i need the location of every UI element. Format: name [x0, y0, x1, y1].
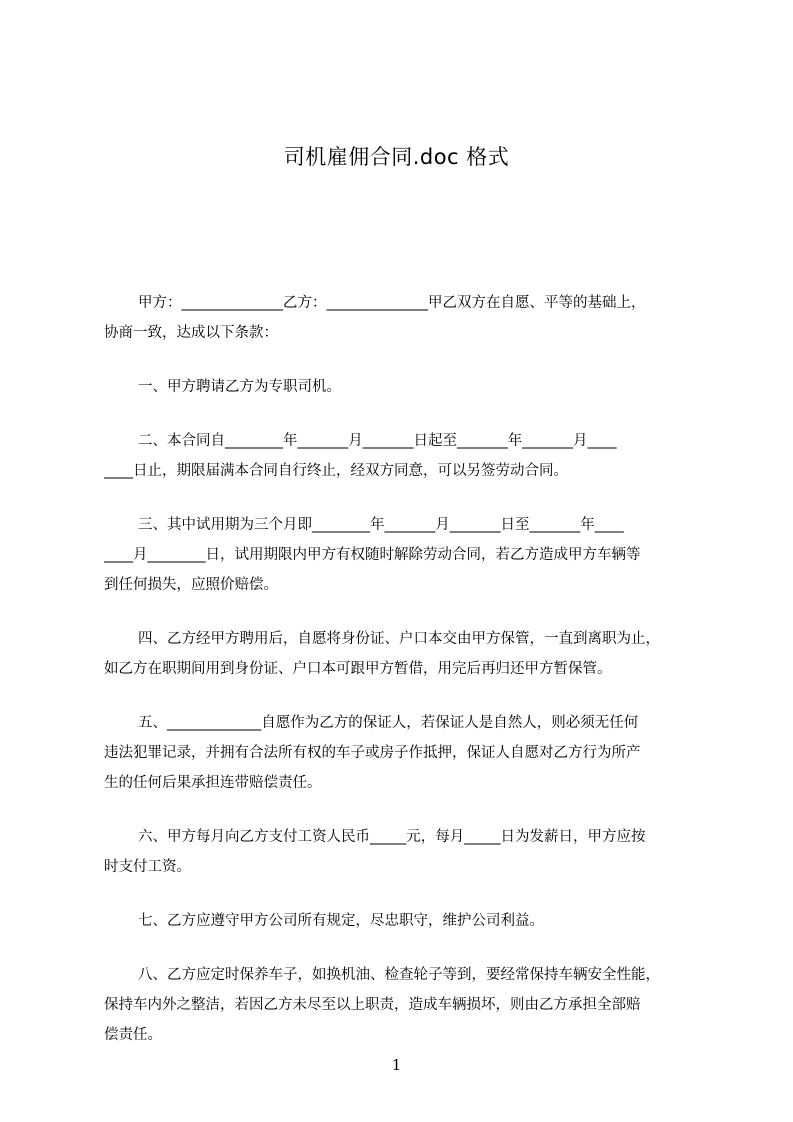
clause-line: 违法犯罪记录，并拥有合法所有权的车子或房子作抵押，保证人自愿对乙方行为所产	[104, 745, 641, 761]
clause-line: 四、乙方经甲方聘用后，自愿将身份证、户口本交由甲方保管，一直到离职为止，	[138, 631, 660, 647]
clause-line: 七、乙方应遵守甲方公司所有规定，尽忠职守，维护公司利益。	[138, 913, 544, 929]
clause-line: 时支付工资。	[104, 859, 191, 875]
paragraph-gap	[104, 936, 718, 960]
paragraph-gap	[104, 798, 718, 822]
paragraph-gap	[104, 348, 718, 372]
clause-6	[104, 822, 718, 882]
clause-line: ____月________日，试用期限内甲方有权随时解除劳动合同，若乙方造成甲方车辆等	[104, 547, 641, 563]
clause-line: ____日止，期限届满本合同自行终止，经双方同意，可以另签劳动合同。	[104, 463, 568, 479]
page-number: 1	[391, 1056, 402, 1074]
clause-line: 偿责任。	[104, 1027, 162, 1043]
paragraph-gap	[104, 684, 718, 708]
paragraph-gap	[104, 600, 718, 624]
clause-line: 保持车内外之整洁，若因乙方未尽至以上职责，造成车辆损坏，则由乙方承担全部赔	[104, 997, 641, 1013]
clause-line: 六、甲方每月向乙方支付工资人民币_____元，每月_____日为发薪日，甲方应按	[138, 829, 646, 845]
clause-line: 二、本合同自________年_______月_______日起至_______年_______月____	[138, 433, 617, 449]
clause-line: 到任何损失，应照价赔偿。	[104, 577, 278, 593]
clause-4	[104, 624, 718, 684]
document-title: 司机雇佣合同.doc 格式	[283, 145, 510, 169]
clause-2	[104, 426, 718, 486]
paragraph-gap	[104, 882, 718, 906]
intro-line: 协商一致，达成以下条款：	[104, 325, 278, 341]
clause-line: 八、乙方应定时保养车子，如换机油、检查轮子等到，要经常保持车辆安全性能，	[138, 967, 660, 983]
clause-8	[104, 960, 718, 1050]
intro-line: 甲方：______________乙方：______________甲乙双方在自愿、平等的基础上，	[138, 295, 646, 311]
clause-1	[104, 372, 718, 402]
clause-5	[104, 708, 718, 798]
clause-line: 三、其中试用期为三个月即________年_______月_______日至_______年____	[138, 517, 624, 533]
clause-line: 一、甲方聘请乙方为专职司机。	[138, 379, 341, 395]
document-body	[104, 288, 718, 1050]
paragraph-gap	[104, 402, 718, 426]
clause-3	[104, 510, 718, 600]
clause-line: 五、_____________自愿作为乙方的保证人，若保证人是自然人，则必须无任何	[138, 715, 639, 731]
paragraph-gap	[104, 486, 718, 510]
intro-paragraph	[104, 288, 718, 348]
clause-7	[104, 906, 718, 936]
clause-line: 如乙方在职期间用到身份证、户口本可跟甲方暂借，用完后再归还甲方暂保管。	[104, 661, 612, 677]
clause-line: 生的任何后果承担连带赔偿责任。	[104, 775, 322, 791]
